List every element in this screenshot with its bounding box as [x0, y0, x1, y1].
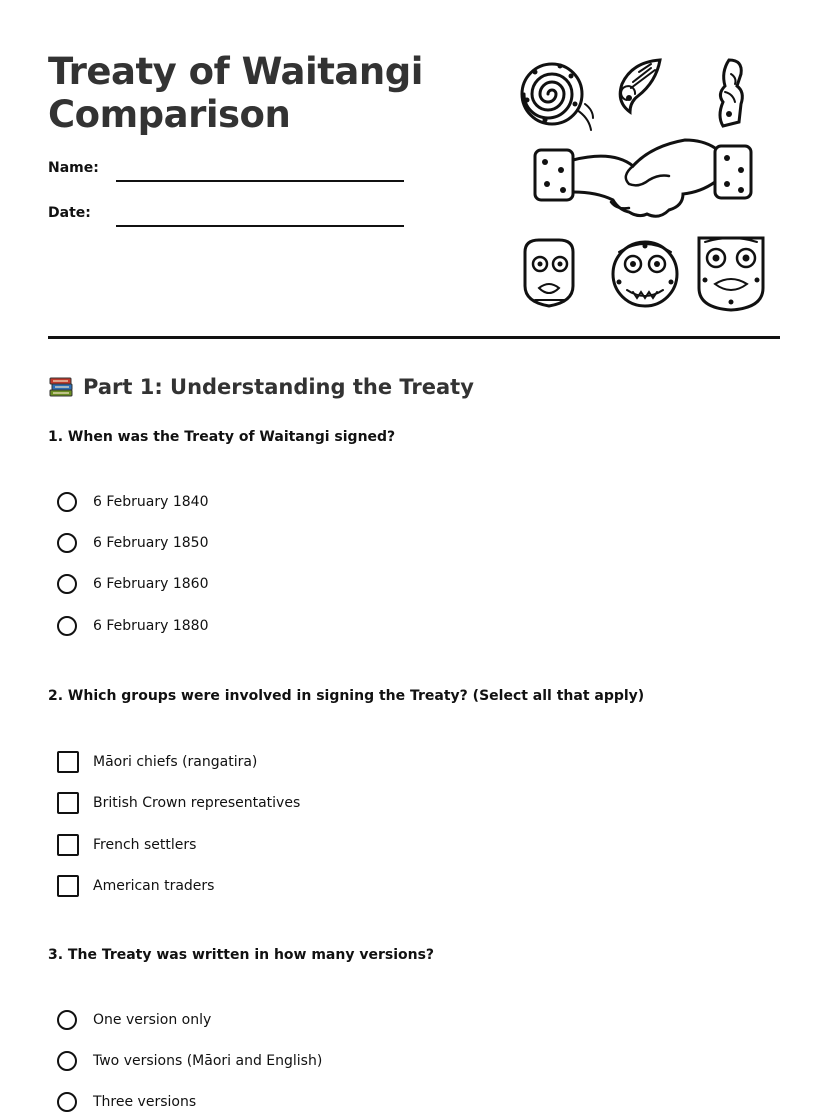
koru-spiral-icon: [522, 64, 593, 131]
checkbox[interactable]: [57, 875, 79, 897]
manaia-figure-icon: [720, 60, 742, 126]
question-3-text: 3. The Treaty was written in how many versions?: [48, 947, 435, 963]
option-q1-c[interactable]: [57, 574, 208, 594]
books-icon: [48, 375, 74, 399]
checkbox[interactable]: [57, 834, 79, 856]
date-field[interactable]: [116, 225, 404, 227]
radio-button[interactable]: [57, 1051, 77, 1071]
option-q2-a[interactable]: [57, 751, 257, 773]
radio-button[interactable]: [57, 492, 77, 512]
section-divider: [48, 336, 780, 339]
option-label: 6 February 1860: [93, 576, 209, 592]
option-label: British Crown representatives: [93, 795, 301, 811]
checkbox[interactable]: [57, 751, 79, 773]
radio-button[interactable]: [57, 574, 77, 594]
question-2-text: 2. Which groups were involved in signing the Treaty? (Select all that apply): [48, 688, 645, 704]
option-label: Two versions (Māori and English): [93, 1053, 323, 1069]
radio-button[interactable]: [57, 533, 77, 553]
option-q1-b[interactable]: [57, 533, 208, 553]
option-label: 6 February 1840: [93, 494, 209, 510]
option-q2-d[interactable]: [57, 875, 214, 897]
part-1-heading: [48, 375, 474, 399]
date-label: Date:: [48, 205, 91, 221]
option-label: American traders: [93, 878, 215, 894]
option-q3-a[interactable]: [57, 1010, 211, 1030]
radio-button[interactable]: [57, 1092, 77, 1112]
option-q2-c[interactable]: [57, 834, 196, 856]
handshake-icon: [535, 140, 751, 216]
radio-button[interactable]: [57, 616, 77, 636]
page-title: [48, 50, 423, 136]
koru-leaf-icon: [620, 60, 660, 112]
radio-button[interactable]: [57, 1010, 77, 1030]
title-line-1: Treaty of Waitangi: [48, 50, 423, 93]
checkbox[interactable]: [57, 792, 79, 814]
question-1-text: 1. When was the Treaty of Waitangi signed?: [48, 429, 396, 445]
part-1-heading-text: Part 1: Understanding the Treaty: [83, 375, 474, 399]
name-label: Name:: [48, 160, 99, 176]
option-q1-d[interactable]: [57, 616, 208, 636]
title-line-2: Comparison: [48, 93, 291, 136]
option-label: French settlers: [93, 837, 197, 853]
tiki-mask-icon: [525, 240, 573, 306]
tiki-carving-icon: [699, 238, 763, 310]
option-label: Three versions: [93, 1094, 197, 1110]
option-label: 6 February 1880: [93, 618, 209, 634]
maori-art-illustration: [515, 52, 770, 312]
option-q2-b[interactable]: [57, 792, 300, 814]
tiki-face-icon: [613, 242, 677, 306]
option-q3-c[interactable]: [57, 1092, 196, 1112]
name-field[interactable]: [116, 180, 404, 182]
option-label: 6 February 1850: [93, 535, 209, 551]
option-q1-a[interactable]: [57, 492, 208, 512]
option-q3-b[interactable]: [57, 1051, 322, 1071]
option-label: One version only: [93, 1012, 212, 1028]
option-label: Māori chiefs (rangatira): [93, 754, 258, 770]
